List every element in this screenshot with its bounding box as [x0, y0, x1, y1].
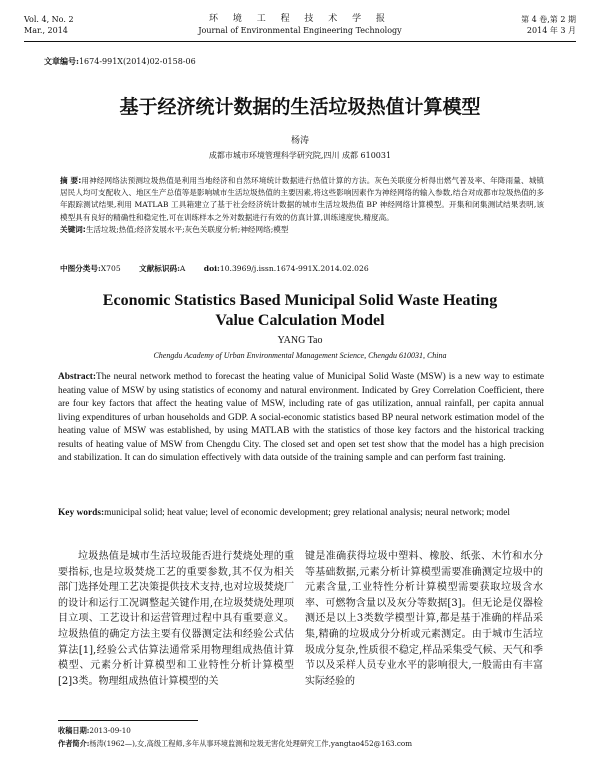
- clc-label: 中图分类号:: [60, 264, 101, 273]
- abstract-cn-label: 摘 要:: [60, 176, 82, 185]
- date-cn: 2014 年 3 月: [526, 26, 576, 35]
- article-number: [44, 56, 196, 67]
- footnote-rule: [58, 720, 198, 721]
- footnote-received: [58, 725, 560, 736]
- title-en: [0, 291, 600, 331]
- header-rule: [24, 41, 576, 42]
- author-en: YANG Tao: [277, 335, 323, 346]
- article-number-label: 文章编号:: [44, 56, 79, 66]
- abstract-cn-text: 用神经网络法预测垃圾热值是利用当地经济和自然环境统计数据进行热值计算的方法。灰色关联度分析得出燃气普及率、年降雨量、城镇居民人均可支配收入、地区生产总值等是影响城市生活垃圾热值的主要因素,将这些影响因素作为神经网络的输入参数,结合对成都市垃圾热值的多年跟踪测试结果,利用 MATLAB 工具箱建立了基于社会经济统计数据的城市生活垃圾热值 BP 神经网络计算模型。开集和闭集测试结果表明,该模型具有良好的精确性和稳定性,可在训练样本之外对数据进行有效的仿真计算,训练速度快,精度高。: [60, 176, 544, 222]
- header-center: [24, 14, 576, 36]
- date-en: Mar., 2014: [24, 26, 68, 35]
- keywords-en-text: municipal solid; heat value; level of economic development; grey relational analysis; neural network; model: [104, 508, 510, 518]
- clc-field: [60, 264, 121, 273]
- doi-field: [204, 264, 369, 273]
- doc-code-value: A: [179, 264, 186, 273]
- received-label: 收稿日期:: [58, 726, 90, 735]
- doi-value: 10.3969/j.issn.1674-991X.2014.02.026: [219, 264, 369, 273]
- volume-en: Vol. 4, No. 2: [24, 15, 74, 24]
- running-header: [24, 14, 576, 44]
- abstract-en-label: Abstract:: [58, 372, 97, 382]
- article-number-value: 1674-991X(2014)02-0158-06: [78, 57, 196, 66]
- abstract-en: [58, 371, 544, 466]
- author-bio-label: 作者简介:: [58, 739, 90, 748]
- body-column-left: 垃圾热值是城市生活垃圾能否进行焚烧处理的重要指标,也是垃圾焚烧工艺的重要参数,其不仅为相关部门选择处理工艺决策提供技术支持,也对垃圾焚烧厂的设计和运行工况调整起关键作用,在垃圾焚烧处理项目立项、工艺设计和运营管理过程中具有重要意义。垃圾热值的确定方法主要有仪器测定法和经验公式估算法[1],经验公式估算法通常采用物理组成热值计算模型、元素分析计算模型和工业特性分析计算模型[2]3类。物理组成热值计算模型的关: [58, 551, 294, 687]
- affiliation-en: Chengdu Academy of Urban Environmental Management Science, Chengdu 610031, China: [153, 351, 447, 360]
- title-en-line1: Economic Statistics Based Municipal Solid Waste Heating: [102, 292, 498, 309]
- header-right: [521, 14, 576, 36]
- affiliation-cn: 成都市城市环境管理科学研究院,四川 成都 610031: [208, 151, 392, 160]
- journal-name-en: Journal of Environmental Engineering Technology: [198, 26, 402, 35]
- keywords-en: [58, 507, 544, 521]
- classification-line: [60, 263, 544, 274]
- keywords-cn-text: 生活垃圾;热值;经济发展水平;灰色关联度分析;神经网络;模型: [85, 224, 289, 234]
- journal-name-cn: 环 境 工 程 技 术 学 报: [208, 14, 392, 24]
- doc-code-label: 文献标识码:: [139, 264, 180, 273]
- body-column-right: 键是准确获得垃圾中塑料、橡胶、纸张、木竹和水分等基础数据,元素分析计算模型需要准确测定垃圾中的元素含量,工业特性分析计算模型需要获取垃圾含水率、可燃物含量以及灰分等数据[3]。但无论是仪器检测还是以上3类数学模型计算,都是基于准确的样品采集,精确的垃圾成分分析或元素测定。由于城市生活垃圾成分复杂,性质很不稳定,样品采集受气候、天气和季节以及采样人员专业水平的影响很大,一般需由有丰富实际经验的: [305, 551, 543, 687]
- volume-cn: 第 4 卷,第 2 期: [521, 15, 576, 24]
- abstract-cn: [60, 175, 544, 236]
- author-bio-value: 杨涛(1962—),女,高级工程师,多年从事环境监测和垃圾无害化处理研究工作,yangtao452@163.com: [89, 739, 413, 748]
- keywords-cn-label: 关键词:: [60, 224, 86, 234]
- title-cn: 基于经济统计数据的生活垃圾热值计算模型: [119, 96, 481, 118]
- title-en-line2: Value Calculation Model: [215, 312, 385, 329]
- footnote-author: [58, 738, 560, 749]
- clc-value: X705: [100, 264, 121, 273]
- keywords-en-label: Key words:: [58, 508, 105, 518]
- author-cn: 杨涛: [290, 136, 309, 146]
- received-value: 2013-09-10: [89, 726, 131, 735]
- abstract-en-text: The neural network method to forecast the heating value of Municipal Solid Waste (MSW) is a new way to estimate heating value of MSW by using statistics of economy and natural environment. Indicated by Grey Correlation Coefficient, there are four key factors that affect the heating value of MSW, including rate of gas utilization, annual rainfall, per capita annual living expenditures of urban households and GDP. A social-economic statistics based BP neural network estimation model of the heating value of MSW was established, by using MATLAB with the statistics of those key factors and the historical tracking results of heating value of MSW from Chengdu City. The closed set and open set test show that the model has a high precision and stabilization. It can do simulation effectively with data outside of the training sample and can perform fast training.: [58, 372, 544, 463]
- doi-label: doi:: [203, 264, 220, 273]
- doc-code-field: [139, 264, 185, 273]
